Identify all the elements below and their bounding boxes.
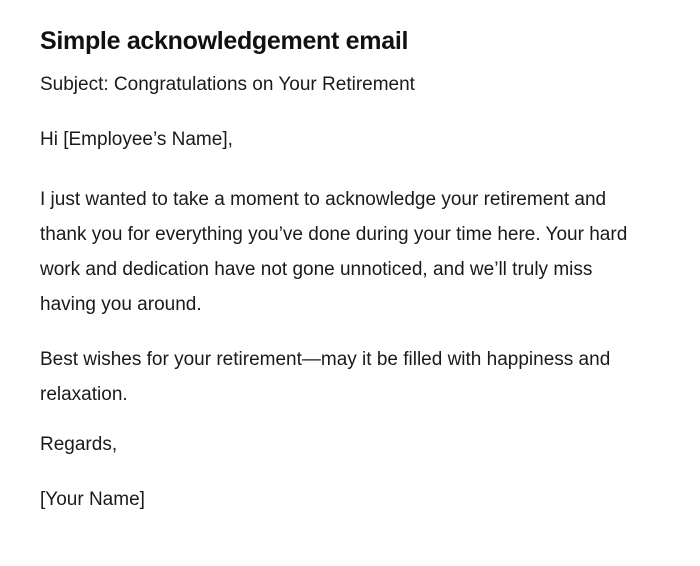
document-title: Simple acknowledgement email bbox=[40, 27, 409, 55]
email-subject: Subject: Congratulations on Your Retirement bbox=[40, 74, 415, 95]
email-template-document bbox=[40, 24, 640, 542]
email-closing: Regards, bbox=[40, 434, 118, 455]
email-signature: [Your Name] bbox=[40, 489, 145, 510]
email-greeting: Hi [Employee’s Name], bbox=[40, 129, 233, 150]
email-body-paragraph-1: I just wanted to take a moment to acknowledge your retirement and thank you for everything you’ve done during your time here. Your hard work and dedication have not gone unnoticed, and we’ll truly miss having you around. bbox=[40, 189, 628, 315]
email-body-paragraph-2: Best wishes for your retirement—may it be filled with happiness and relaxation. bbox=[40, 349, 611, 405]
